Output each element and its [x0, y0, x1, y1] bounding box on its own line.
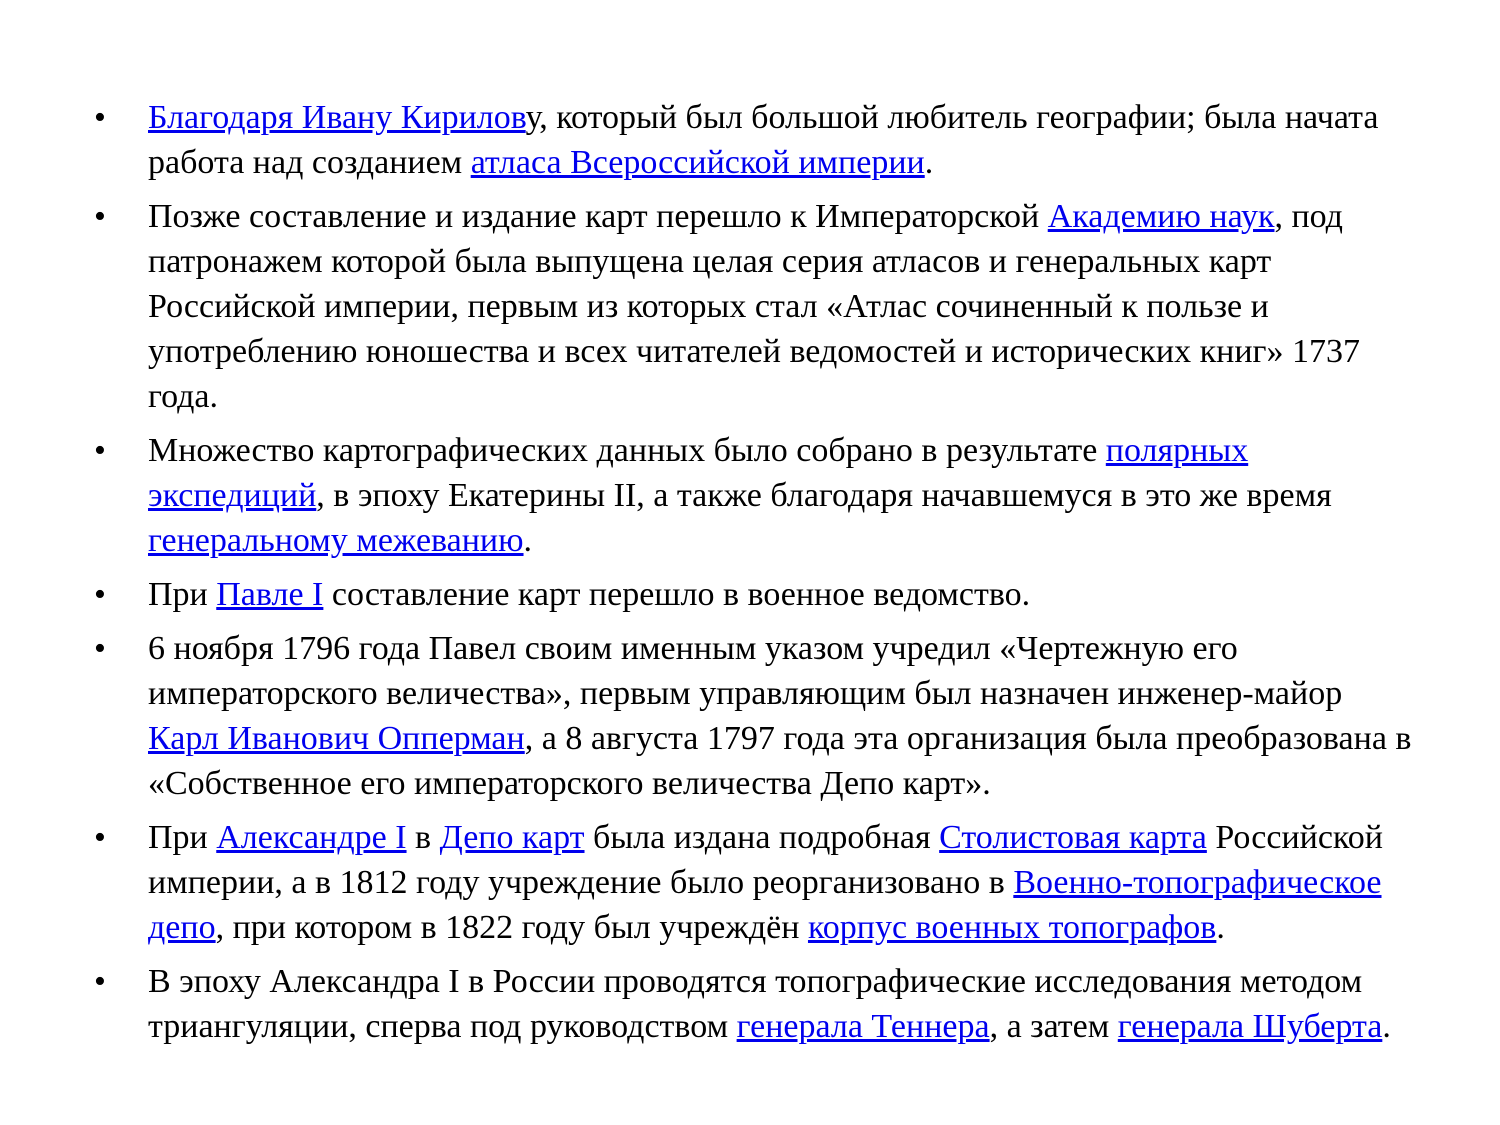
text-link[interactable]: Депо карт	[439, 819, 585, 856]
bullet-item	[90, 428, 1418, 563]
text-run: 6 ноября 1796 года Павел своим именным указом учредил «Чертежную его императорского величества», первым управляющим был назначен инженер-майор	[148, 630, 1343, 712]
text-link[interactable]: полярных экспедиций	[148, 432, 1249, 514]
text-run: В эпоху Александра I в России проводятся топографические исследования методом триангуляции, сперва под руководством	[148, 963, 1363, 1045]
text-run: Множество картографических данных было собрано в результате	[148, 432, 1106, 469]
text-run: была издана подробная	[584, 819, 940, 856]
bullet-item	[90, 194, 1418, 419]
text-link[interactable]: генеральному межеванию	[148, 522, 524, 559]
text-run: Российской империи, а в 1812 году учреждение было реорганизовано в	[148, 819, 1383, 901]
text-run: , в эпоху Екатерины II, а также благодаря начавшемуся в это же время	[316, 477, 1332, 514]
text-link[interactable]: Столистовая карта	[939, 819, 1207, 856]
text-link[interactable]: Павле I	[216, 576, 324, 613]
text-link[interactable]: Александре I	[216, 819, 407, 856]
text-run: у, который был большой любитель географии; была начата работа над созданием	[148, 99, 1379, 181]
text-run: , а затем	[989, 1008, 1118, 1045]
text-run: При	[148, 576, 217, 613]
text-link[interactable]: генерала Теннера	[736, 1008, 990, 1045]
text-run: .	[1382, 1008, 1391, 1045]
text-link[interactable]: Благодаря Ивану Кирилов	[148, 99, 526, 136]
text-run: .	[1216, 909, 1225, 946]
text-run: в	[406, 819, 440, 856]
bullet-item	[90, 959, 1418, 1049]
text-run: , при котором в 1822 году был учреждён	[215, 909, 808, 946]
bullet-item	[90, 815, 1418, 950]
text-run: Позже составление и издание карт перешло к Императорской	[148, 198, 1048, 235]
text-link[interactable]: Академию наук	[1047, 198, 1275, 235]
text-run: составление карт перешло в военное ведомство.	[323, 576, 1031, 613]
text-run: , под патронажем которой была выпущена целая серия атласов и генеральных карт Российской империи, первым из которых стал «Атлас сочиненный к пользе и употреблению юношества и всех читателей ведомостей и исторических книг» 1737 года.	[148, 198, 1360, 415]
bullet-item	[90, 95, 1418, 185]
text-link[interactable]: генерала Шуберта	[1117, 1008, 1383, 1045]
bullet-list	[90, 95, 1418, 1049]
bullet-item	[90, 626, 1418, 806]
text-run: При	[148, 819, 217, 856]
text-link[interactable]: корпус военных топографов	[807, 909, 1217, 946]
text-link[interactable]: Карл Иванович Опперман	[148, 720, 525, 757]
bullet-item	[90, 572, 1418, 617]
text-link[interactable]: атласа Всероссийской империи	[470, 144, 925, 181]
text-run: .	[924, 144, 934, 181]
text-link[interactable]: Военно-топографическое депо	[148, 864, 1382, 946]
text-run: , а 8 августа 1797 года эта организация была преобразована в «Собственное его императорского величества Депо карт».	[148, 720, 1412, 802]
text-run: .	[523, 522, 533, 559]
